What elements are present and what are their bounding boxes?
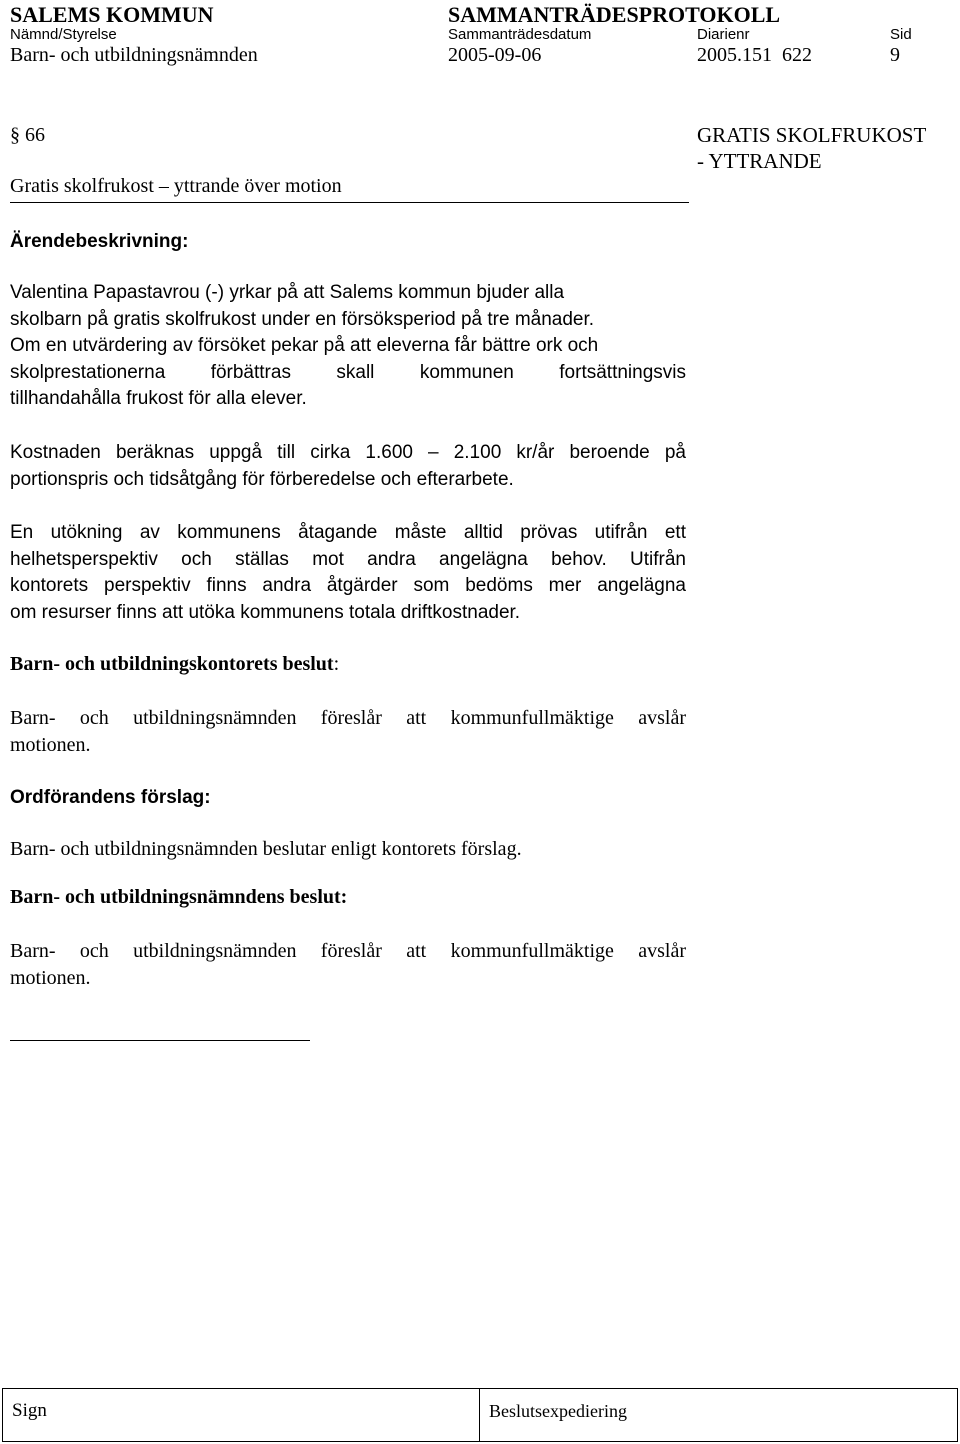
board-decision-text [10, 938, 686, 991]
text-line: Valentina Papastavrou (-) yrkar på att Salems kommun bjuder alla [10, 282, 565, 303]
date-label: Sammanträdesdatum [448, 26, 592, 43]
text-line: portionspris och tidsåtgång för förberedelse och efterarbete. [10, 468, 514, 490]
paragraph-number: § 66 [10, 124, 45, 146]
signature-rule [10, 1040, 310, 1041]
board-decision-heading: Barn- och utbildningsnämndens beslut: [10, 886, 348, 908]
text-line: motionen. [10, 966, 91, 989]
footer-right-border [957, 1388, 958, 1442]
footer-left-border [2, 1388, 3, 1442]
text-line: om resurser finns att utöka kommunens totala driftkostnader. [10, 601, 521, 623]
committee-label: Nämnd/Styrelse [10, 26, 117, 43]
text-line: Om en utvärdering av försöket pekar på att eleverna får bättre ork och [10, 335, 599, 356]
item-title-line1: GRATIS SKOLFRUKOST [697, 123, 927, 147]
diary-label: Diarienr [697, 26, 750, 43]
text-line: Barn- och utbildningsnämnden föreslår att kommunfullmäktige avslår [10, 707, 686, 729]
item-title-line2: - YTTRANDE [697, 149, 822, 173]
footer-divider [479, 1388, 480, 1442]
committee-value: Barn- och utbildningsnämnden [10, 44, 258, 66]
page-label: Sid [890, 26, 912, 43]
page-value: 9 [890, 44, 900, 66]
office-decision-colon: : [333, 653, 340, 675]
case-paragraph-3 [10, 520, 686, 626]
chair-proposal-heading: Ordförandens förslag: [10, 787, 211, 808]
text-line: En utökning av kommunens åtagande måste alltid prövas utifrån ett [10, 522, 686, 543]
office-decision-heading [10, 653, 339, 676]
diary-value: 2005.151 622 [697, 44, 812, 66]
date-value: 2005-09-06 [448, 44, 542, 66]
text-line: helhetsperspektiv och ställas mot andra angelägna behov. Utifrån [10, 548, 686, 570]
text-line: tillhandahålla frukost för alla elever. [10, 388, 307, 409]
subject-underline [10, 202, 689, 203]
footer-bottom-border [2, 1441, 958, 1442]
doc-type: SAMMANTRÄDESPROTOKOLL [448, 2, 781, 27]
item-subject: Gratis skolfrukost – yttrande över motion [10, 175, 342, 197]
office-decision-title: Barn- och utbildningskontorets beslut [10, 653, 334, 675]
text-line: Kostnaden beräknas uppgå till cirka 1.600 – 2.100 kr/år beroende på [10, 442, 686, 463]
case-heading: Ärendebeskrivning: [10, 231, 189, 252]
chair-proposal-text: Barn- och utbildningsnämnden beslutar enligt kontorets förslag. [10, 838, 522, 860]
footer-top-border [2, 1388, 958, 1389]
text-line: Barn- och utbildningsnämnden föreslår att kommunfullmäktige avslår [10, 940, 686, 962]
footer-dispatch: Beslutsexpediering [489, 1401, 627, 1421]
text-line: skolprestationerna förbättras skall kommunen fortsättningsvis [10, 361, 686, 383]
text-line: motionen. [10, 733, 91, 756]
text-line: skolbarn på gratis skolfrukost under en försöksperiod på tre månader. [10, 308, 595, 330]
office-decision-text [10, 705, 686, 758]
case-paragraph-2 [10, 440, 686, 493]
footer-sign: Sign [12, 1400, 47, 1421]
org-name: SALEMS KOMMUN [10, 2, 214, 27]
case-paragraph-1 [10, 280, 686, 413]
text-line: kontorets perspektiv finns andra åtgärder som bedöms mer angelägna [10, 575, 686, 596]
